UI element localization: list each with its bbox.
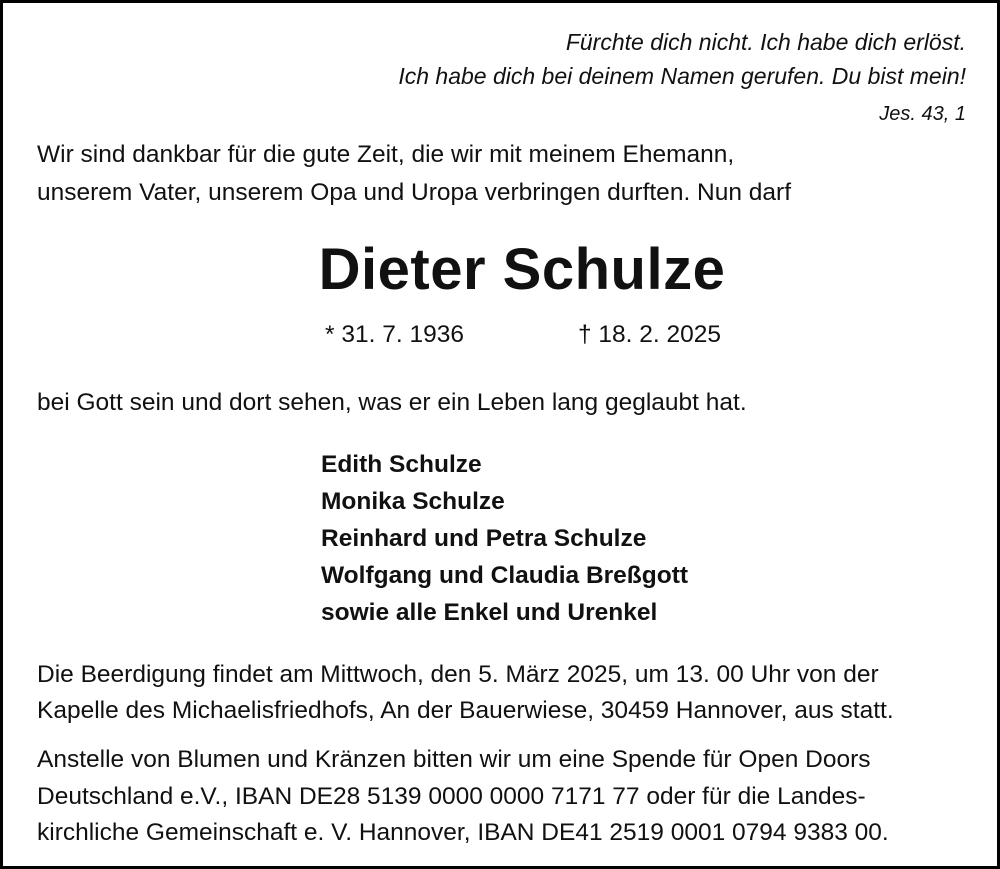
intro-line-1: Wir sind dankbar für die gute Zeit, die wir mit meinem Ehemann, [37,141,735,168]
birth-date: * 31. 7. 1936 [325,321,464,348]
closing-line: bei Gott sein und dort sehen, was er ein Leben lang geglaubt hat. [37,389,747,416]
deceased-name: Dieter Schulze [318,237,726,302]
mourner-name: Monika Schulze [321,488,505,515]
funeral-info-line-2: Kapelle des Michaelisfriedhofs, An der Bauerwiese, 30459 Hannover, aus statt. [37,697,894,724]
bible-verse-line-1: Fürchte dich nicht. Ich habe dich erlöst. [565,29,966,55]
intro-line-2: unserem Vater, unserem Opa und Uropa verbringen durften. Nun darf [37,179,792,206]
donation-info-line-1: Anstelle von Blumen und Kränzen bitten wir um eine Spende für Open Doors [37,746,871,773]
donation-info-line-2: Deutschland e.V., IBAN DE28 5139 0000 0000 7171 77 oder für die Landes- [37,783,866,810]
mourner-name: Edith Schulze [321,451,482,478]
donation-info-line-3: kirchliche Gemeinschaft e. V. Hannover, IBAN DE41 2519 0001 0794 9383 00. [37,819,889,846]
mourner-name: Reinhard und Petra Schulze [321,525,647,552]
mourner-name: sowie alle Enkel und Urenkel [321,599,658,626]
death-date: † 18. 2. 2025 [578,321,722,348]
funeral-info-line-1: Die Beerdigung findet am Mittwoch, den 5. März 2025, um 13. 00 Uhr von der [37,661,879,688]
mourner-name: Wolfgang und Claudia Breßgott [321,562,689,589]
bible-verse-reference: Jes. 43, 1 [879,103,966,125]
bible-verse-line-2: Ich habe dich bei deinem Namen gerufen. Du bist mein! [398,63,966,89]
